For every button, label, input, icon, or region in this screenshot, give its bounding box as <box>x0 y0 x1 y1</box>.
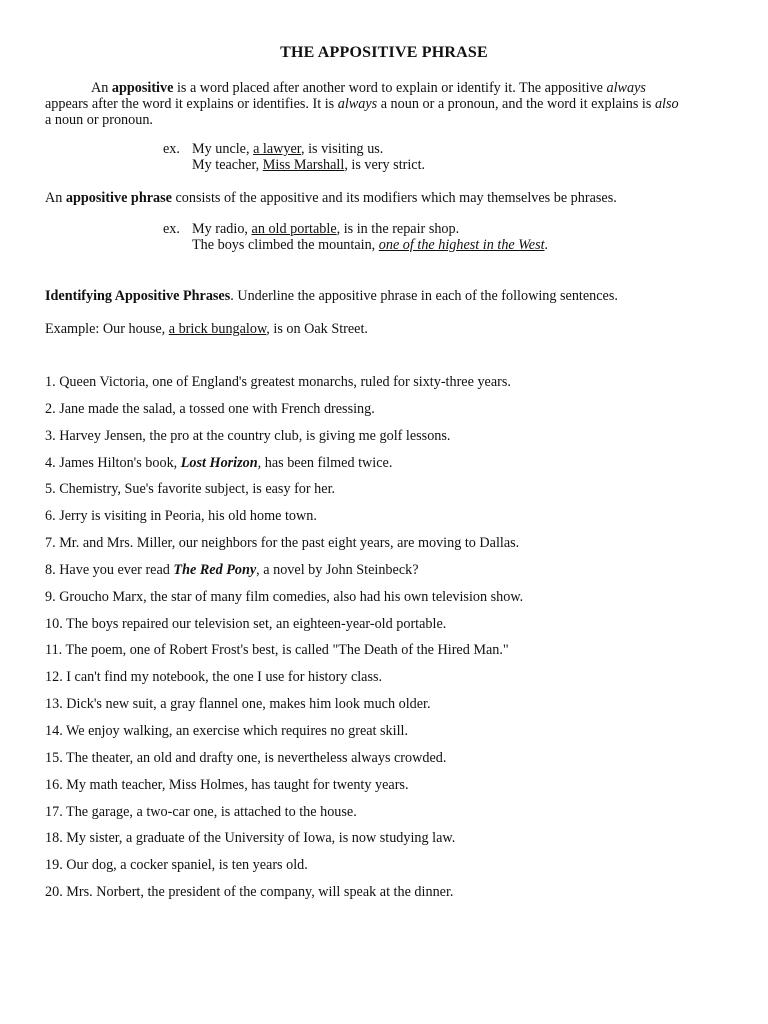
page-title: THE APPOSITIVE PHRASE <box>280 44 488 61</box>
text-run: An <box>91 80 112 96</box>
definition-line-2 <box>45 96 735 112</box>
appositive-phrase-definition <box>45 190 735 206</box>
exercise-sentence-20: 20. Mrs. Norbert, the president of the company, will speak at the dinner. <box>45 884 454 901</box>
text-run: The boys climbed the mountain, <box>192 237 379 253</box>
text-run: consists of the appositive and its modifiers which may themselves be phrases. <box>171 190 617 206</box>
underlined-appositive: Miss Marshall <box>262 157 345 173</box>
exercise-sentence-19: 19. Our dog, a cocker spaniel, is ten years old. <box>45 857 308 874</box>
text-run: 8. Have you ever read <box>45 561 174 578</box>
example-line <box>163 221 723 237</box>
exercise-sentence-16: 16. My math teacher, Miss Holmes, has taught for twenty years. <box>45 776 409 793</box>
exercise-sentence-list <box>45 374 745 911</box>
book-title: Lost Horizon <box>180 454 258 471</box>
example-line <box>45 321 735 337</box>
emphasis-always: always <box>337 96 378 112</box>
text-run: 4. James Hilton's book, <box>45 454 181 471</box>
exercise-sentence-15: 15. The theater, an old and drafty one, is nevertheless always crowded. <box>45 749 447 766</box>
text-run: Example: Our house, <box>45 321 169 337</box>
example-prefix: ex. <box>163 221 180 237</box>
text-run: My uncle, <box>192 141 254 157</box>
text-run: , is in the repair shop. <box>336 221 460 237</box>
exercise-sentence-5: 5. Chemistry, Sue's favorite subject, is easy for her. <box>45 481 336 498</box>
text-run: , is very strict. <box>344 157 426 173</box>
text-run: , is on Oak Street. <box>266 321 368 337</box>
exercise-sentence-2: 2. Jane made the salad, a tossed one with French dressing. <box>45 400 375 417</box>
emphasis-always: always <box>606 80 646 96</box>
text-run: My radio, <box>192 221 252 237</box>
underlined-appositive: a brick bungalow <box>168 321 267 337</box>
text-run: , is visiting us. <box>300 141 384 157</box>
book-title: The Red Pony <box>173 561 257 578</box>
exercise-heading: Identifying Appositive Phrases <box>45 288 231 304</box>
definition-line-3: a noun or pronoun. <box>45 112 153 128</box>
text-run: My teacher, <box>192 157 263 173</box>
example-line <box>163 141 723 157</box>
text-run: An <box>45 190 66 206</box>
text-run: a noun or a pronoun, and the word it explains is <box>377 96 655 112</box>
exercise-sentence-13: 13. Dick's new suit, a gray flannel one, makes him look much older. <box>45 696 431 713</box>
definition-line-1 <box>45 80 735 96</box>
exercise-sentence-12: 12. I can't find my notebook, the one I use for history class. <box>45 669 383 686</box>
example-line <box>163 237 723 253</box>
exercise-sentence-3: 3. Harvey Jensen, the pro at the country club, is giving me golf lessons. <box>45 427 451 444</box>
exercise-sentence-6: 6. Jerry is visiting in Peoria, his old home town. <box>45 508 317 525</box>
text-run: appears after the word it explains or identifies. It is <box>45 96 338 112</box>
exercise-sentence-7: 7. Mr. and Mrs. Miller, our neighbors for the past eight years, are moving to Dallas. <box>45 535 520 552</box>
text-run: is a word placed after another word to explain or identify it. The appositive <box>173 80 607 96</box>
definition-line <box>45 190 735 206</box>
exercise-sentence-10: 10. The boys repaired our television set, an eighteen-year-old portable. <box>45 615 447 632</box>
exercise-sentence-9: 9. Groucho Marx, the star of many film comedies, also had his own television show. <box>45 588 524 605</box>
underlined-appositive: an old portable <box>251 221 337 237</box>
text-run: . <box>544 237 549 253</box>
term-appositive-phrase: appositive phrase <box>65 190 172 206</box>
exercise-sentence-17: 17. The garage, a two-car one, is attached to the house. <box>45 803 357 820</box>
appositive-phrase-examples <box>163 221 723 253</box>
instructions-text: . Underline the appositive phrase in each of the following sentences. <box>230 288 618 304</box>
appositive-definition <box>45 80 735 128</box>
text-run: , has been filmed twice. <box>257 454 393 471</box>
underlined-appositive: a lawyer <box>253 141 301 157</box>
exercise-sentence-4 <box>45 455 745 482</box>
exercise-sentence-14: 14. We enjoy walking, an exercise which requires no great skill. <box>45 722 409 739</box>
emphasis-also: also <box>654 96 679 112</box>
instructions-line <box>45 288 735 304</box>
term-appositive: appositive <box>111 80 174 96</box>
exercise-instructions <box>45 288 735 304</box>
appositive-examples <box>163 141 723 173</box>
exercise-sentence-18: 18. My sister, a graduate of the University of Iowa, is now studying law. <box>45 830 456 847</box>
worked-example <box>45 321 735 337</box>
underlined-appositive: one of the highest in the West <box>378 237 545 253</box>
exercise-sentence-11: 11. The poem, one of Robert Frost's best, is called "The Death of the Hired Man." <box>45 642 509 659</box>
text-run: , a novel by John Steinbeck? <box>256 561 419 578</box>
exercise-sentence-1: 1. Queen Victoria, one of England's greatest monarchs, ruled for sixty-three years. <box>45 374 511 390</box>
exercise-sentence-8 <box>45 562 745 589</box>
example-prefix: ex. <box>163 141 180 157</box>
example-line <box>163 157 723 173</box>
